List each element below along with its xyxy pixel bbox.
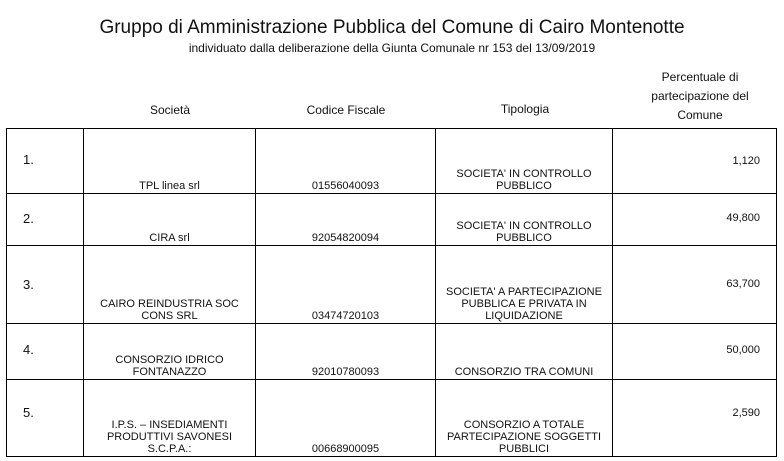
codice-fiscale-value: 03474720103 — [311, 310, 380, 322]
table-row — [7, 380, 777, 457]
codice-fiscale-cell — [256, 380, 436, 457]
codice-fiscale-value: 92010780093 — [311, 366, 380, 378]
column-header-codice-fiscale: Codice Fiscale — [306, 103, 386, 117]
row-number-cell — [7, 324, 84, 380]
codice-fiscale-cell — [256, 194, 436, 246]
column-header-percentuale-line1: Percentuale di — [661, 70, 739, 84]
percentuale-cell — [613, 324, 777, 380]
societa-cell — [84, 194, 256, 246]
societa-name: CAIRO REINDUSTRIA SOC CONS SRL — [100, 298, 239, 322]
tipologia-value: SOCIETA' A PARTECIPAZIONE PUBBLICA E PRIVATA IN LIQUIDAZIONE — [446, 286, 602, 322]
row-number: 3. — [23, 277, 34, 292]
tipologia-value: SOCIETA' IN CONTROLLO PUBBLICO — [456, 220, 592, 244]
societa-cell — [84, 324, 256, 380]
societa-cell — [84, 380, 256, 457]
percentuale-value: 50,000 — [726, 344, 760, 356]
row-number: 5. — [23, 405, 34, 420]
row-number-cell — [7, 246, 84, 324]
percentuale-cell — [613, 246, 777, 324]
tipologia-value: CONSORZIO A TOTALE PARTECIPAZIONE SOGGETTI PUBBLICI — [446, 419, 602, 455]
codice-fiscale-cell — [256, 324, 436, 380]
table-row — [7, 246, 777, 324]
societa-cell — [84, 129, 256, 194]
tipologia-cell — [436, 380, 613, 457]
percentuale-cell — [613, 194, 777, 246]
tipologia-value: SOCIETA' IN CONTROLLO PUBBLICO — [456, 168, 592, 192]
column-header-tipologia: Tipologia — [500, 102, 550, 116]
societa-name: I.P.S. – INSEDIAMENTI PRODUTTIVI SAVONESI S.C.P.A.: — [106, 419, 233, 455]
codice-fiscale-cell — [256, 129, 436, 194]
percentuale-value: 2,590 — [732, 407, 760, 419]
societa-name: CIRA srl — [149, 232, 190, 244]
column-header-percentuale — [620, 68, 780, 125]
row-number-cell — [7, 129, 84, 194]
row-number: 4. — [23, 342, 34, 357]
column-header-societa: Società — [149, 103, 191, 117]
table-row — [7, 129, 777, 194]
tipologia-cell — [436, 324, 613, 380]
societa-name: CONSORZIO IDRICO FONTANAZZO — [115, 354, 224, 378]
row-number-cell — [7, 380, 84, 457]
percentuale-value: 49,800 — [726, 212, 760, 224]
percentuale-cell — [613, 129, 777, 194]
row-number: 1. — [23, 152, 34, 167]
codice-fiscale-value: 01556040093 — [311, 180, 380, 192]
table-row — [7, 194, 777, 246]
societa-cell — [84, 246, 256, 324]
tipologia-value: CONSORZIO TRA COMUNI — [454, 366, 594, 378]
tipologia-cell — [436, 246, 613, 324]
document-subtitle: individuato dalla deliberazione della Giunta Comunale nr 153 del 13/09/2019 — [188, 41, 596, 55]
tipologia-cell — [436, 129, 613, 194]
partecipazioni-table — [6, 128, 777, 457]
table-row — [7, 324, 777, 380]
column-header-percentuale-line3: Comune — [677, 108, 723, 122]
tipologia-cell — [436, 194, 613, 246]
percentuale-value: 1,120 — [732, 155, 760, 167]
codice-fiscale-cell — [256, 246, 436, 324]
column-header-percentuale-line2: partecipazione del — [651, 89, 749, 103]
codice-fiscale-value: 00668900095 — [311, 443, 380, 455]
codice-fiscale-value: 92054820094 — [311, 232, 380, 244]
document-title: Gruppo di Amministrazione Pubblica del Comune di Cairo Montenotte — [99, 17, 685, 38]
row-number: 2. — [23, 211, 34, 226]
percentuale-value: 63,700 — [726, 278, 760, 290]
societa-name: TPL linea srl — [139, 180, 200, 192]
percentuale-cell — [613, 380, 777, 457]
row-number-cell — [7, 194, 84, 246]
